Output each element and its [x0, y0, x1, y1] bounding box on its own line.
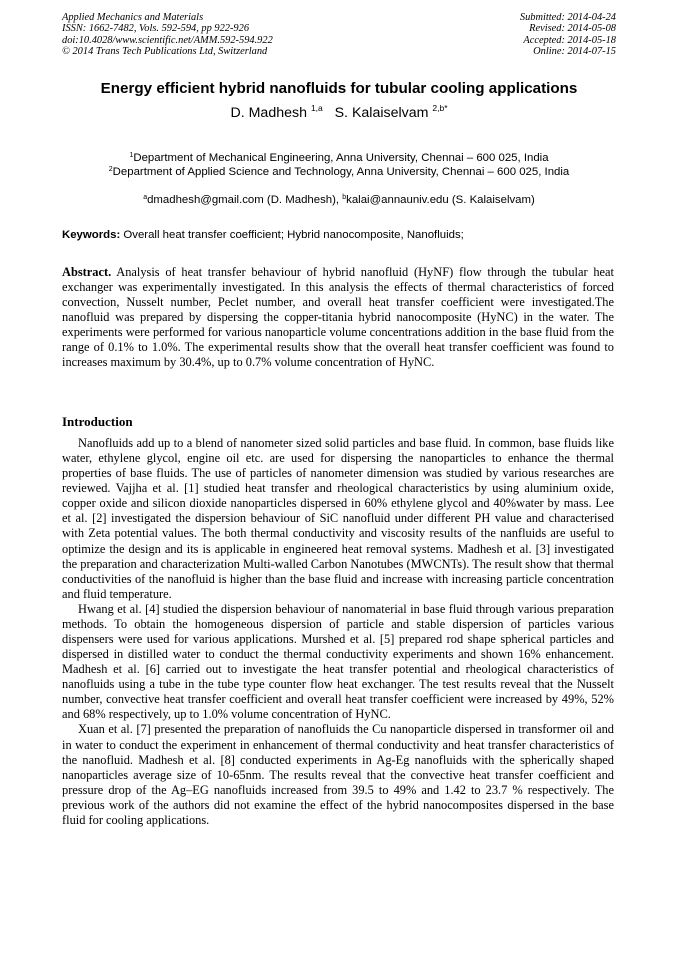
- affiliation-marker: 1: [129, 152, 134, 159]
- email-marker: b: [342, 194, 347, 201]
- author-affiliation-marker: 2,b*: [432, 103, 448, 113]
- journal-copyright: © 2014 Trans Tech Publications Ltd, Switzerland: [62, 46, 268, 58]
- date-online: Online: 2014-07-15: [533, 46, 616, 58]
- email-link[interactable]: kalai@annauniv.edu (S. Kalaiselvam): [346, 194, 535, 206]
- keywords-label: Keywords:: [62, 229, 121, 241]
- journal-doi: doi:10.4028/www.scientific.net/AMM.592-594.922: [62, 34, 273, 46]
- section-heading-introduction: Introduction: [62, 414, 133, 429]
- paper-title: Energy efficient hybrid nanofluids for tubular cooling applications: [100, 80, 578, 97]
- affiliation: [0, 165, 678, 180]
- paragraph: Hwang et al. [4] studied the dispersion behaviour of nanomaterial in base fluid through various preparation methods. To obtain the homogeneous dispersion of particle and stable dispersion of particles various dispensers were used for various applications. Murshed et al. [5] prepared rod shape spherical particles and dispersed in distilled water to conduct the thermal conductivity experiments and shown 16% enhancement. Madhesh et al. [6] carried out to investigate the heat transfer potential and rheological characteristics of nanofluids using a tube in the tube type counter flow heat exchanger. The test results reveal that the Nusselt number, convective heat transfer coefficient and overall heat transfer coefficient were increased by 49%, 52% and 68% respectively, up to 1.0% volume concentration of HyNC.: [62, 601, 614, 722]
- affiliation-text: Department of Mechanical Engineering, Anna University, Chennai – 600 025, India: [133, 152, 549, 164]
- abstract-text: Analysis of heat transfer behaviour of hybrid nanofluid (HyNF) flow through the tubular heat exchanger was experimentally investigated. In this analysis the effects of thermal characteristics of forced convection, Nusselt number, Peclet number, and overall heat transfer coefficient were investigated.The nanofluid was prepared by dispersing the copper-titania hybrid nanocomposite (HyNC) in the water. The experiments were performed for various nanoparticle volume concentrations addition in the base fluid from the range of 0.1% to 1.0%. The experimental results show that the overall heat transfer coefficient was found to increases maximum by 30.4%, up to 0.7% volume concentration of HyNC.: [62, 265, 614, 370]
- author-line: [0, 105, 678, 121]
- author-name: S. Kalaiselvam: [334, 105, 429, 121]
- author-name: D. Madhesh: [230, 105, 307, 121]
- introduction-body: [62, 436, 614, 828]
- author-affiliation-marker: 1,a: [310, 103, 323, 113]
- date-submitted: Submitted: 2014-04-24: [519, 12, 616, 23]
- publication-dates-header: [520, 12, 616, 58]
- paragraph: Xuan et al. [7] presented the preparation of nanofluids the Cu nanoparticle dispersed in transformer oil and in water to conduct the experiment in enhancement of thermal conductivity and heat transfer characteristics of the nanofluid. Madhesh et al. [8] conducted experiments in Ag-Eg nanofluids with the spherically shaped nanoparticles average size of 10-65nm. The results reveal that the convective heat transfer coefficient and pressure drop of the Ag–EG nanofluids increased from 39.5 to 49% and 1.42 to 23.7 % respectively. The previous work of the authors did not examine the effect of the hybrid nanocomposites dispersed in the base fluid for cooling applications.: [62, 722, 614, 827]
- date-accepted: Accepted: 2014-05-18: [523, 34, 616, 46]
- author-emails: [0, 194, 678, 206]
- abstract-label: Abstract.: [62, 265, 112, 279]
- affiliation-text: Department of Applied Science and Technology, Anna University, Chennai – 600 025, India: [112, 166, 570, 178]
- affiliation-marker: 2: [108, 166, 113, 173]
- abstract: [62, 265, 614, 371]
- paragraph: Nanofluids add up to a blend of nanometer sized solid particles and base fluid. In common, base fluids like water, ethylene glycol, engine oil etc. are used for dispersing the nanoparticles to enhance the thermal properties of base fluids. The use of particles of nanometer dimension was studied by various researches are reviewed. Vajjha et al. [1] studied heat transfer and rheological characteristics by using aluminium oxide, copper oxide and silicon dioxide nanoparticles dispersed in 60% ethylene glycol and 40%water by mass. Lee et al. [2] investigated the dispersion behaviour of SiC nanofluid under different PH value and characterised with Zeta potential values. The both thermal conductivity and viscosity results of the nanfluids are useful to optimize the design and its is applicable in engineered heat removal systems. Madhesh et al. [3] investigated the preparation and characterization Multi-walled Carbon Nanotubes (MWCNTs). The result show that thermal conductivities of the nanofluid is higher than the base fluid and increase with increasing particle concentration and fluid temperature.: [62, 436, 614, 601]
- affiliation: [0, 151, 678, 166]
- journal-info-header: [62, 12, 273, 58]
- date-revised: Revised: 2014-05-08: [529, 23, 616, 35]
- keywords: [62, 229, 622, 241]
- email-link[interactable]: dmadhesh@gmail.com (D. Madhesh),: [147, 194, 343, 206]
- email-marker: a: [143, 194, 148, 201]
- journal-name: Applied Mechanics and Materials: [62, 12, 204, 23]
- journal-issn: ISSN: 1662-7482, Vols. 592-594, pp 922-926: [62, 23, 250, 35]
- keywords-text: Overall heat transfer coefficient; Hybrid nanocomposite, Nanofluids;: [120, 229, 464, 241]
